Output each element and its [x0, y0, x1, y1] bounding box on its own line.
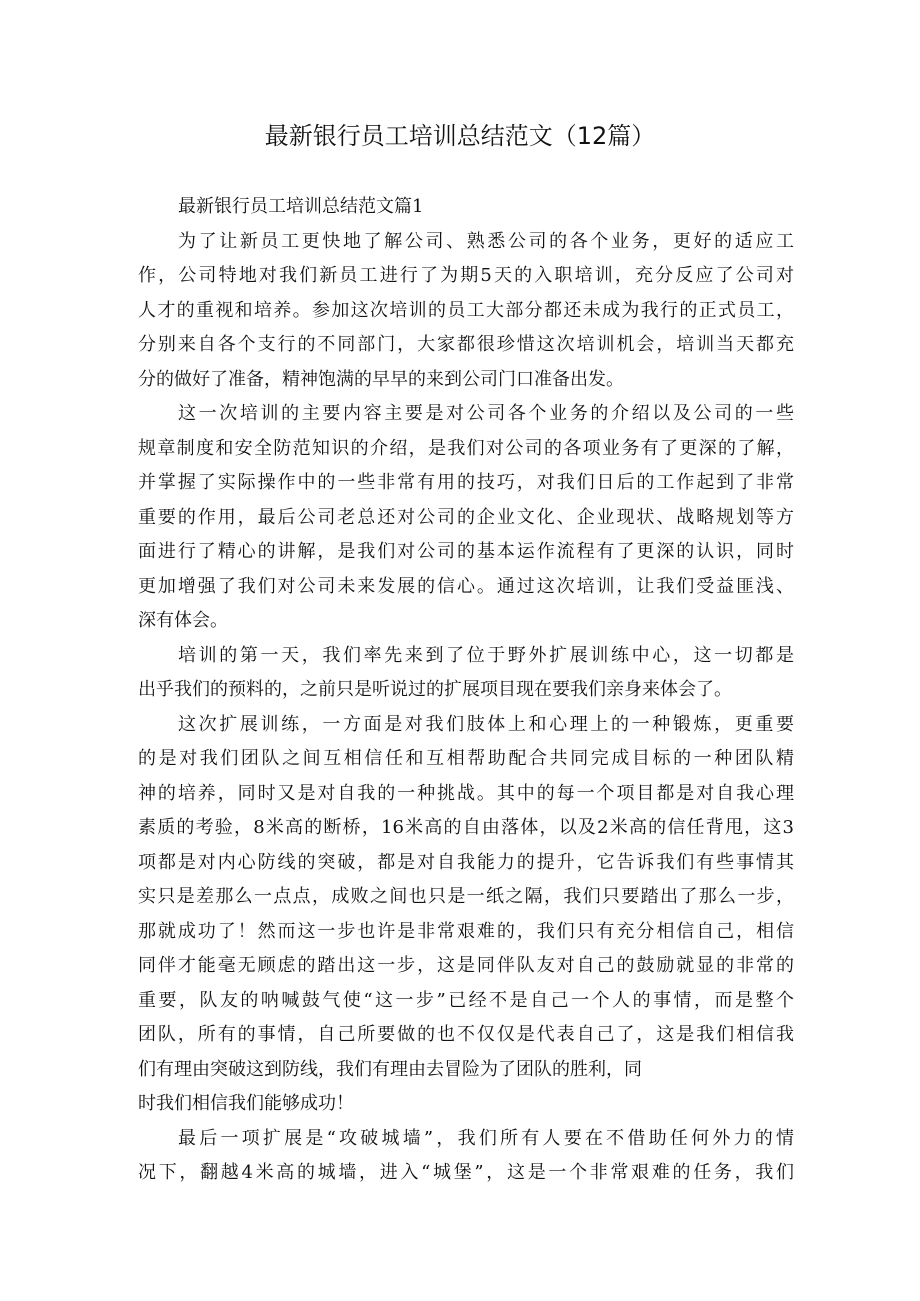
text-line: 项都是对内心防线的突破，都是对自我能力的提升，它告诉我们有些事情其 — [138, 851, 794, 873]
text-line: 分别来自各个支行的不同部门，大家都很珍惜这次培训机会，培训当天都充 — [138, 334, 794, 355]
text-line: 重要的作用，最后公司老总还对公司的企业文化、企业现状、战略规划等方 — [138, 506, 794, 528]
text-line: 面进行了精心的讲解，是我们对公司的基本运作流程有了更深的认识，同时 — [138, 541, 794, 562]
text-line: 出乎我们的预料的，之前只是听说过的扩展项目现在要我们亲身来体会了。 — [138, 679, 732, 700]
document-title: 最新银行员工培训总结范文（12篇） — [264, 122, 656, 150]
text-line: 这次扩展训练，一方面是对我们肢体上和心理上的一种锻炼，更重要 — [178, 713, 794, 735]
text-line: 团队，所有的事情，自己所要做的也不仅仅是代表自己了，这是我们相信我 — [138, 1024, 794, 1045]
text-line: 为了让新员工更快地了解公司、熟悉公司的各个业务，更好的适应工 — [178, 230, 794, 252]
text-line: 这一次培训的主要内容主要是对公司各个业务的介绍以及公司的一些 — [178, 403, 794, 424]
text-line: 素质的考验，8米高的断桥，16米高的自由落体，以及2米高的信任背甩，这3 — [138, 817, 794, 838]
text-line: 作，公司特地对我们新员工进行了为期5天的入职培训，充分反应了公司对 — [138, 265, 794, 286]
text-line: 那就成功了！然而这一步也许是非常艰难的，我们只有充分相信自己，相信 — [138, 920, 794, 942]
text-line: 人才的重视和培养。参加这次培训的员工大部分都还未成为我行的正式员工， — [138, 299, 794, 321]
text-line: 分的做好了准备，精神饱满的早早的来到公司门口准备出发。 — [138, 368, 624, 390]
text-line: 规章制度和安全防范知识的介绍，是我们对公司的各项业务有了更深的了解， — [138, 437, 794, 459]
document-body — [138, 190, 794, 1191]
text-line: 实只是差那么一点点，成败之间也只是一纸之隔，我们只要踏出了那么一步， — [138, 886, 794, 907]
text-line: 们有理由突破这到防线，我们有理由去冒险为了团队的胜利，同 — [138, 1058, 642, 1080]
text-line: 最新银行员工培训总结范文篇1 — [178, 196, 424, 217]
text-line: 同伴才能毫无顾虑的踏出这一步，这是同伴队友对自己的鼓励就显的非常的 — [138, 955, 794, 976]
text-line: 培训的第一天，我们率先来到了位于野外扩展训练中心，这一切都是 — [178, 644, 794, 666]
text-line: 时我们相信我们能够成功！ — [138, 1093, 354, 1114]
text-line: 最后一项扩展是“攻破城墙”，我们所有人要在不借助任何外力的情 — [178, 1127, 794, 1149]
text-line: 神的培养，同时又是对自我的一种挑战。其中的每一个项目都是对自我心理 — [138, 782, 794, 804]
text-line: 重要，队友的呐喊鼓气使“这一步”已经不是自己一个人的事情，而是整个 — [138, 989, 794, 1011]
text-line: 的是对我们团队之间互相信任和互相帮助配合共同完成目标的一种团队精 — [138, 748, 794, 769]
text-line: 况下，翻越4米高的城墙，进入“城堡”，这是一个非常艰难的任务，我们 — [138, 1162, 794, 1183]
text-line: 并掌握了实际操作中的一些非常有用的技巧，对我们日后的工作起到了非常 — [138, 472, 794, 493]
text-line: 深有体会。 — [138, 610, 228, 631]
text-line: 更加增强了我们对公司未来发展的信心。通过这次培训，让我们受益匪浅、 — [138, 575, 794, 597]
